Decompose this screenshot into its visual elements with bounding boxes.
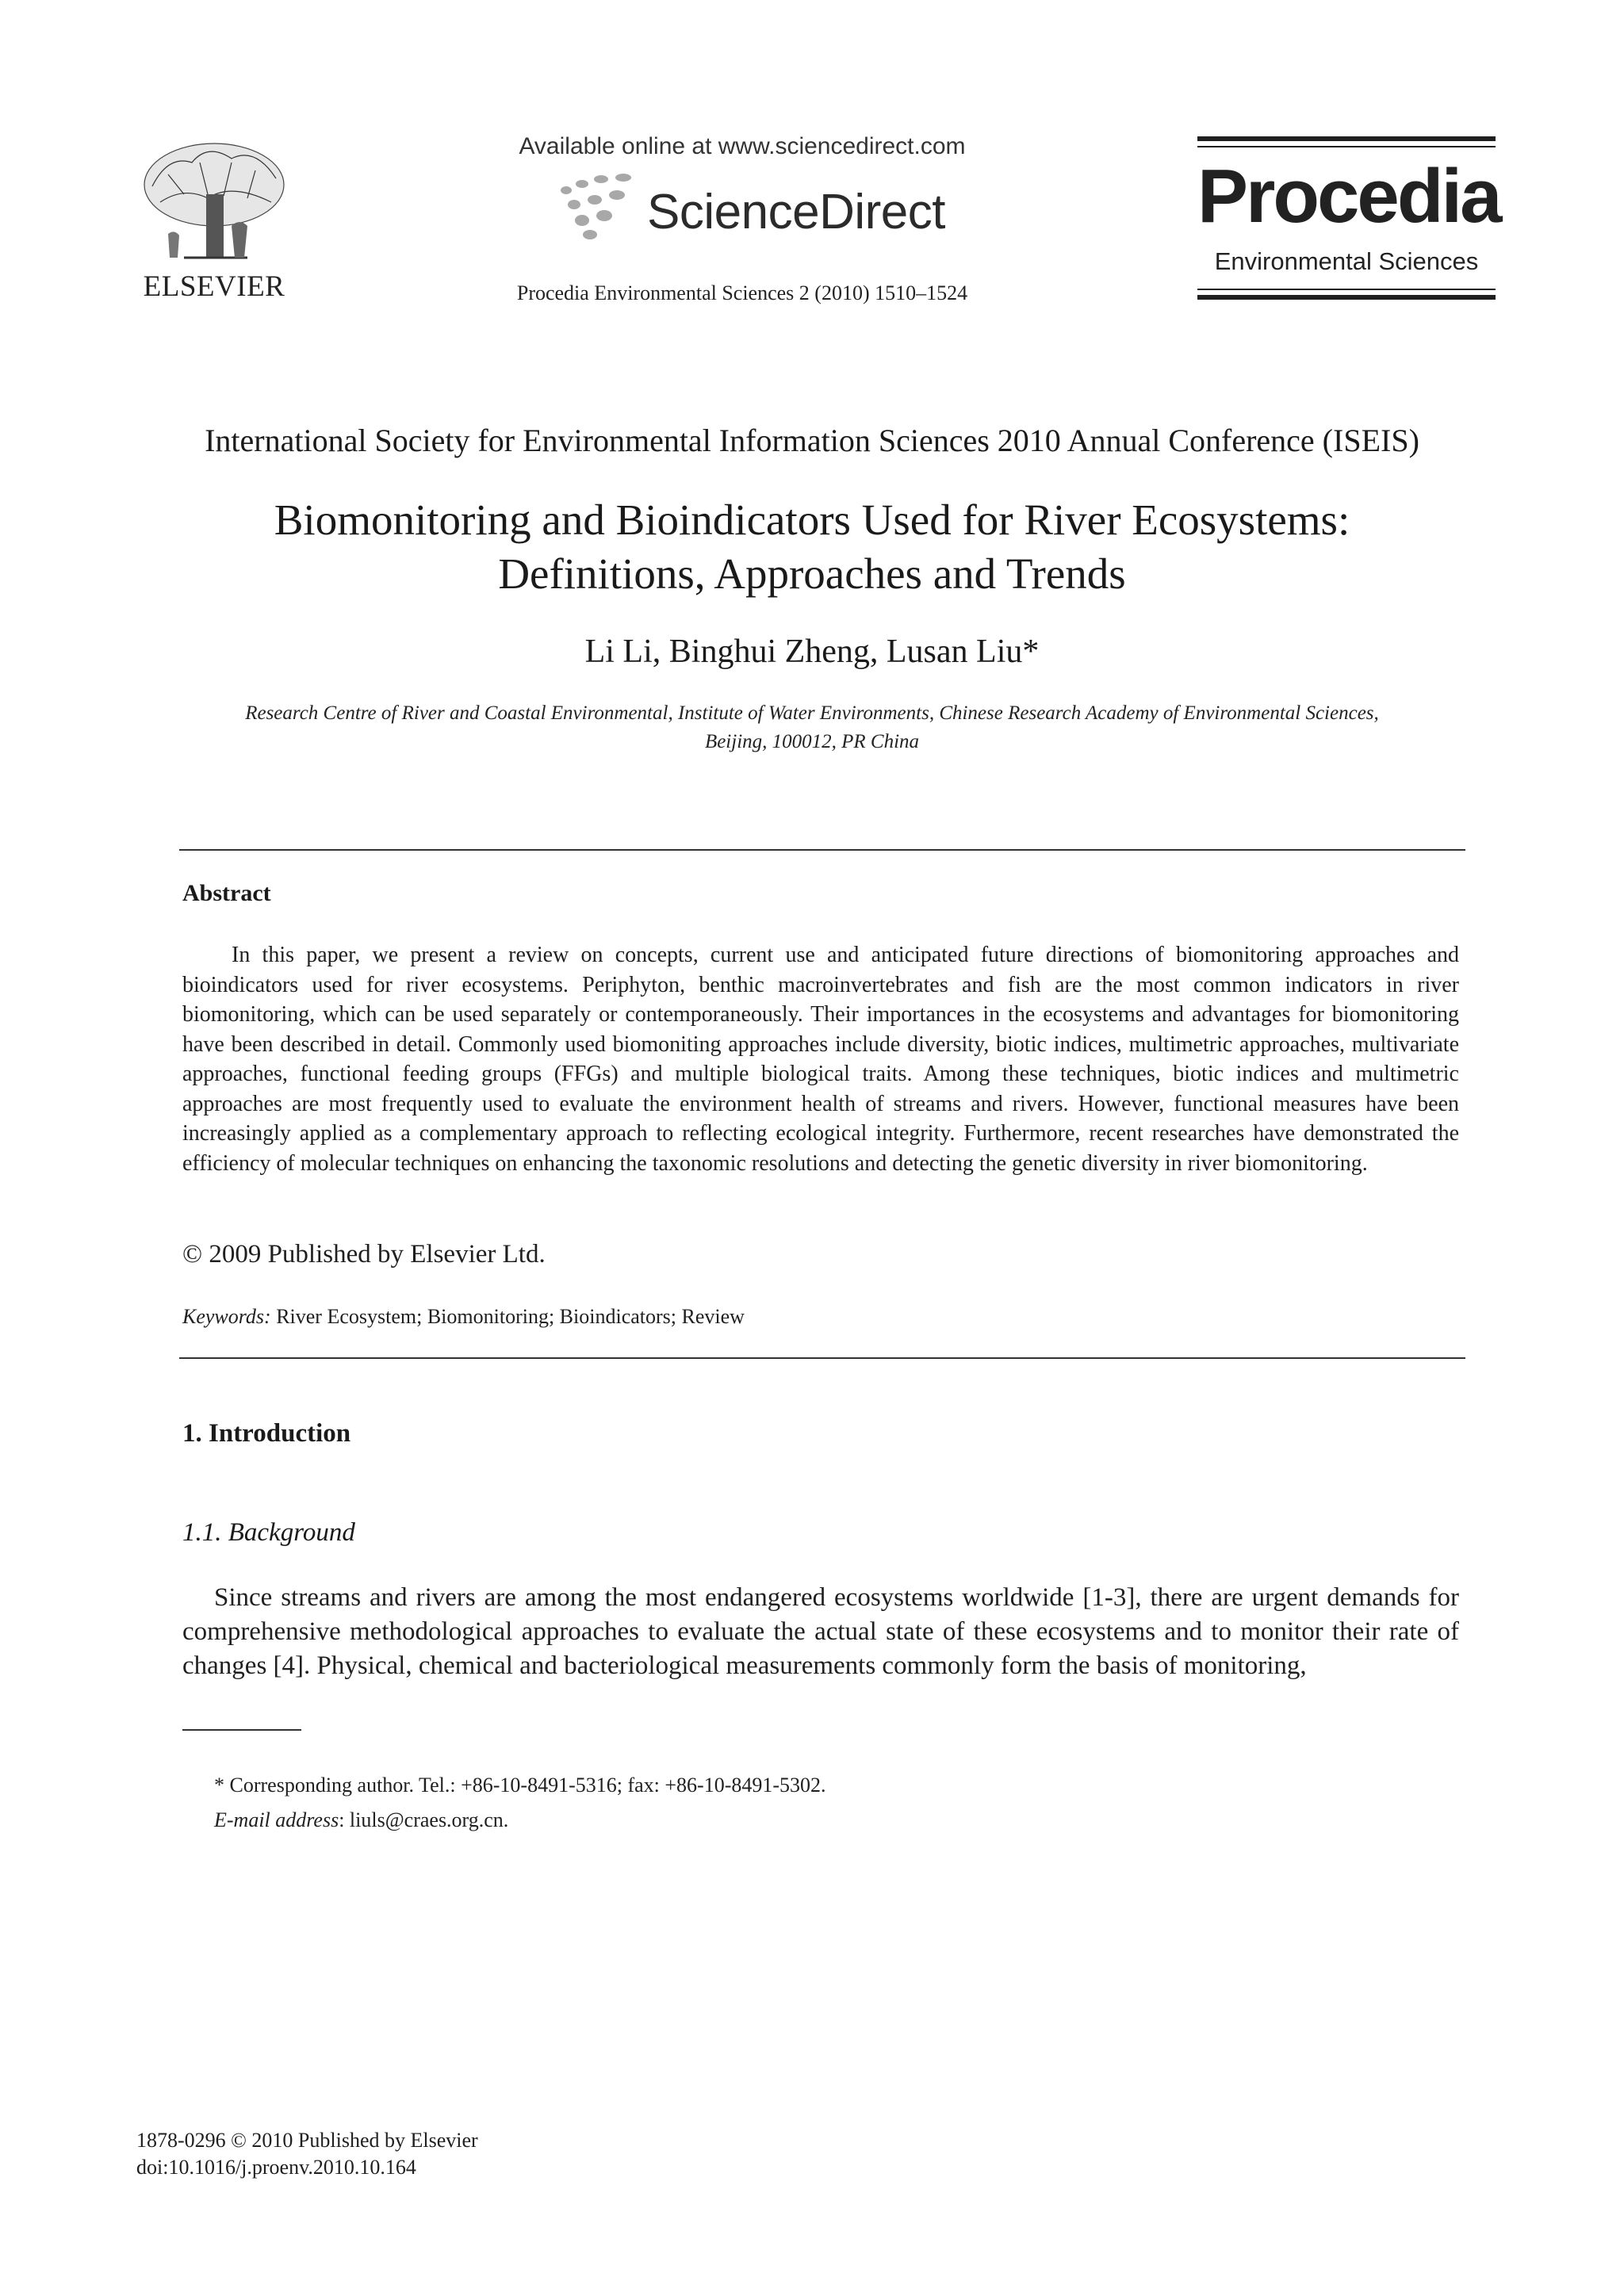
conference-name: International Society for Environmental Information Sciences 2010 Annual Conference (ISEIS) [205, 423, 1419, 458]
email-address: : liuls@craes.org.cn. [339, 1808, 509, 1831]
keywords-line [182, 1305, 745, 1329]
keywords-label: Keywords: [182, 1305, 271, 1328]
subsection-heading-background: 1.1. Background [182, 1518, 355, 1547]
section-heading-introduction: 1. Introduction [182, 1419, 351, 1448]
author-list: Li Li, Binghui Zheng, Lusan Liu* [584, 633, 1040, 670]
paper-title-line-1: Biomonitoring and Bioindicators Used for River Ecosystems: [274, 496, 1350, 544]
affiliation-line-1: Research Centre of River and Coastal Environmental, Institute of Water Environments, Chinese Research Academy of Environmental Sciences, [245, 702, 1379, 724]
elsevier-wordmark: ELSEVIER [143, 270, 285, 303]
abstract-body [182, 940, 1459, 1178]
sciencedirect-wordmark: ScienceDirect [647, 185, 945, 239]
footnote [214, 1768, 826, 1838]
procedia-logo [1197, 136, 1500, 303]
corresponding-author-note: * Corresponding author. Tel.: +86-10-8491-5316; fax: +86-10-8491-5302. [214, 1774, 826, 1797]
abstract-top-divider [179, 849, 1465, 851]
footnote-divider [182, 1729, 301, 1731]
procedia-subtitle: Environmental Sciences [1214, 247, 1479, 275]
doi-line: doi:10.1016/j.proenv.2010.10.164 [136, 2156, 416, 2179]
journal-reference: Procedia Environmental Sciences 2 (2010) 1510–1524 [516, 281, 968, 304]
abstract-bottom-divider [179, 1357, 1465, 1359]
affiliation [159, 699, 1465, 756]
keywords-text: River Ecosystem; Biomonitoring; Bioindicators; Review [276, 1305, 745, 1328]
issn-line: 1878-0296 © 2010 Published by Elsevier [136, 2129, 478, 2152]
sciencedirect-dots-icon [550, 168, 653, 239]
abstract-text: In this paper, we present a review on concepts, current use and anticipated future directions of biomonitoring approaches and bioindicators used for river ecosystems. Periphyton, benthic macroinvertebrates and fish are the most common indicators in river biomonitoring, which can be used separately or contemporaneously. Their importances in the ecosystems and advantages for biomonitoring have been described in detail. Commonly used biomoniting approaches include diversity, biotic indices, multimetric approaches, multivariate approaches, functional feeding groups (FFGs) and multiple biological traits. Among these techniques, biotic indices and multimetric approaches are most frequently used to evaluate the environment health of streams and rivers. However, functional measures have been increasingly applied as a complementary approach to reflecting ecological integrity. Furthermore, recent researches have demonstrated the efficiency of molecular techniques on enhancing the taxonomic resolutions and detecting the genetic diversity in river biomonitoring. [182, 943, 1459, 1176]
affiliation-line-2: Beijing, 100012, PR China [704, 731, 920, 752]
procedia-wordmark: Procedia [1197, 154, 1500, 239]
publication-footer [136, 2127, 478, 2181]
email-note [214, 1803, 826, 1838]
paper-title [95, 493, 1529, 601]
available-online-text: Available online at www.sciencedirect.com [519, 133, 966, 159]
copyright-notice: © 2009 Published by Elsevier Ltd. [182, 1240, 546, 1269]
paper-title-line-2: Definitions, Approaches and Trends [498, 549, 1126, 598]
abstract-heading: Abstract [182, 880, 271, 906]
introduction-body [182, 1581, 1459, 1683]
email-label: E-mail address [214, 1808, 339, 1831]
introduction-text: Since streams and rivers are among the most endangered ecosystems worldwide [1-3], there are urgent demands for comprehensive methodological approaches to evaluate the actual state of these ecosystems and to monitor their rate of changes [4]. Physical, chemical and bacteriological measurements commonly form the basis of monitoring, [182, 1583, 1459, 1680]
